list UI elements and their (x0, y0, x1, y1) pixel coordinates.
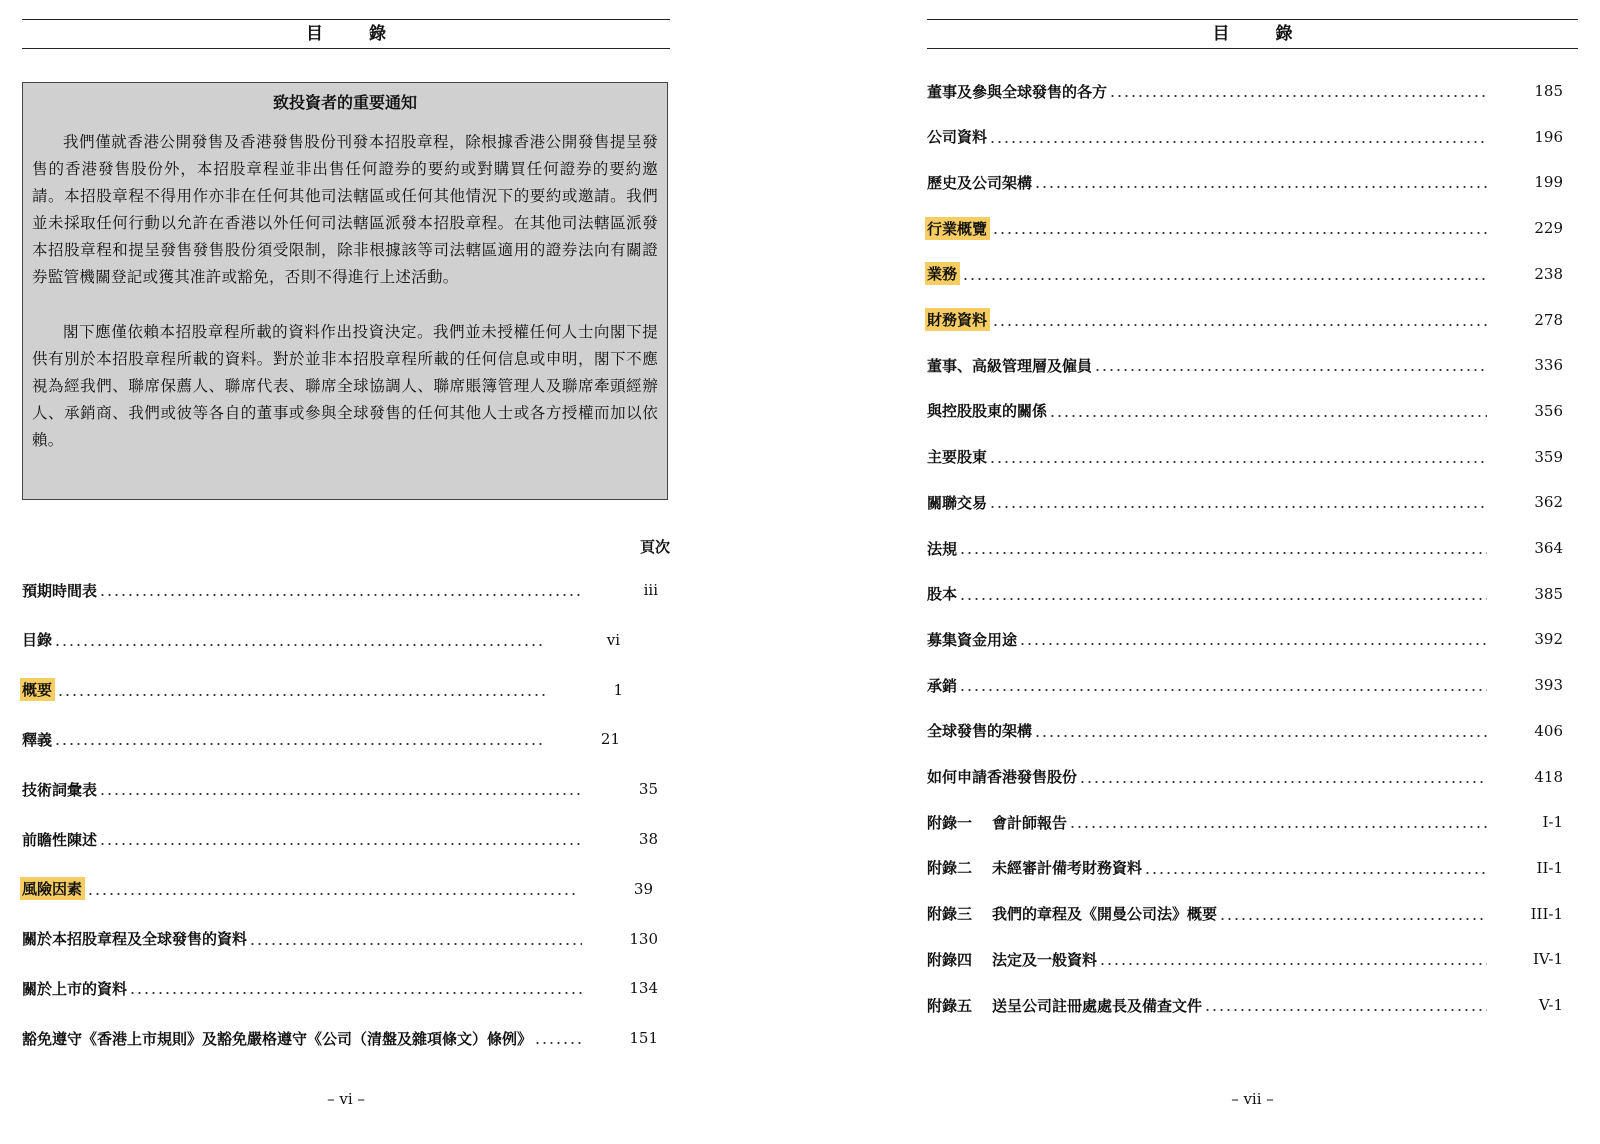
notice-title: 致投資者的重要通知 (272, 93, 417, 112)
investor-notice-box (22, 82, 668, 500)
toc-entry (927, 582, 1563, 606)
leader-dots (99, 843, 582, 845)
toc-entry-page: 278 (1534, 310, 1563, 329)
toc-entry-page: 392 (1534, 630, 1563, 649)
toc-entry (927, 993, 1563, 1017)
toc-entry-label: 目錄 (22, 631, 53, 650)
toc-entry-label: 業務 (925, 262, 960, 285)
toc-entry-label: 如何申請香港發售股份 (927, 768, 1078, 786)
toc-entry-page: 35 (638, 780, 658, 799)
toc-entry-page: vi (606, 630, 621, 649)
toc-entry (927, 399, 1563, 423)
toc-entry-prefix: 附錄二 (927, 859, 973, 878)
toc-entry (927, 810, 1563, 834)
toc-entry-label: 關於上市的資料 (22, 979, 128, 998)
toc-entry-page: 229 (1534, 219, 1563, 238)
leader-dots (962, 278, 1487, 280)
toc-entry-page: 1 (613, 680, 624, 699)
toc-entry-page: 362 (1534, 493, 1563, 512)
leader-dots (989, 141, 1487, 143)
toc-entry (927, 765, 1563, 789)
toc-entry (22, 628, 658, 652)
toc-entry-label: 關於本招股章程及全球發售的資料 (22, 930, 248, 949)
toc-entry-page: 393 (1534, 676, 1563, 695)
toc-entry-page: 406 (1534, 721, 1563, 740)
toc-entry-label: 會計師報告 (992, 813, 1068, 832)
toc-entry-page: 385 (1534, 584, 1563, 603)
toc-entry-label: 法規 (927, 539, 958, 558)
toc-entry (927, 170, 1563, 194)
leader-dots (57, 694, 547, 696)
toc-entry-page: 199 (1534, 173, 1563, 192)
toc-entry-label: 財務資料 (925, 308, 990, 331)
toc-entry-page: III-1 (1530, 904, 1563, 923)
toc-entry-label: 與控股股東的關係 (927, 402, 1048, 421)
toc-entry-label: 歷史及公司架構 (927, 173, 1033, 192)
toc-entry-page: 238 (1534, 264, 1563, 283)
toc-entry-label: 公司資料 (927, 128, 988, 147)
right-page (927, 0, 1578, 1144)
page-number: – vi – (327, 1090, 365, 1108)
toc-entry (927, 353, 1563, 377)
toc-entry-page: 38 (638, 830, 658, 848)
toc-entry-page: 134 (629, 979, 658, 998)
leader-dots (1144, 872, 1487, 874)
toc-entry-label: 法定及一般資料 (992, 950, 1098, 969)
leader-dots (1094, 369, 1487, 371)
toc-entry-page: 185 (1534, 82, 1563, 100)
leader-dots (1219, 918, 1487, 920)
toc-entry-label: 概要 (20, 678, 55, 701)
leader-dots (54, 743, 544, 745)
toc-entry (22, 578, 658, 602)
toc-entry (927, 308, 1563, 332)
leader-dots (99, 594, 582, 596)
leader-dots (1069, 826, 1487, 828)
leader-dots (99, 793, 582, 795)
toc-entry-prefix: 附錄一 (927, 813, 973, 832)
leader-dots (992, 324, 1487, 326)
toc-entry-label: 董事及參與全球發售的各方 (927, 82, 1108, 101)
toc-entry-page: 21 (600, 730, 621, 749)
leader-dots (129, 992, 582, 994)
toc-entry (927, 536, 1563, 560)
leader-dots (989, 461, 1487, 463)
leader-dots (1034, 735, 1487, 737)
leader-dots (992, 232, 1487, 234)
toc-entry (927, 262, 1563, 286)
toc-entry (22, 927, 658, 951)
toc-entry-page: II-1 (1536, 858, 1563, 877)
leader-dots (249, 943, 582, 945)
toc-entry-page: iii (643, 581, 658, 599)
leader-dots (1034, 186, 1487, 188)
toc-entry (22, 877, 658, 901)
toc-entry-label: 承銷 (927, 676, 958, 695)
toc-entry-label: 豁免遵守《香港上市規則》及豁免嚴格遵守《公司（清盤及雜項條文）條例》 (22, 1029, 533, 1048)
page-number: – vii – (1231, 1090, 1274, 1108)
leader-dots (1049, 415, 1487, 417)
toc-entry-page: I-1 (1542, 813, 1563, 832)
toc-entry-page: 356 (1534, 401, 1563, 420)
notice-paragraph: 閣下應僅依賴本招股章程所載的資料作出投資決定。我們並未授權任何人士向閣下提供有別於本招股章程所載的資料。對於並非本招股章程所載的任何信息或申明，閣下不應視為經我們、聯席保薦人、聯席代表、聯席全球協調人、聯席賬簿管理人及聯席牽頭經辦人、承銷商、我們或彼等各自的董事或參與全球發售的任何其他人士或各方授權而加以依賴。 (32, 323, 658, 449)
leader-dots (1019, 643, 1487, 645)
toc-entry (927, 627, 1563, 651)
toc-entry (927, 719, 1563, 743)
toc-entry-label: 技術詞彙表 (22, 780, 98, 799)
toc-entry-page: 359 (1534, 447, 1563, 466)
notice-paragraph: 我們僅就香港公開發售及香港發售股份刊發本招股章程，除根據香港公開發售提呈發售的香港發售股份外，本招股章程並非出售任何證券的要約或對購買任何證券的要約邀請。本招股章程不得用作亦非在任何其他司法轄區或任何其他情況下的要約或邀請。我們並未採取任何行動以允許在香港以外任何司法轄區派發本招股章程。在其他司法轄區派發本招股章程和提呈發售發售股份須受限制，除非根據該等司法轄區適用的證券法向有關證券監管機關登記或獲其准許或豁免，否則不得進行上述活動。 (32, 133, 658, 286)
toc-entry-page: 418 (1534, 767, 1563, 786)
toc-entry-page: IV-1 (1533, 950, 1563, 969)
toc-entry (927, 125, 1563, 149)
toc-entry-label: 我們的章程及《開曼公司法》概要 (992, 905, 1218, 924)
leader-dots (1099, 963, 1487, 965)
toc-entry (927, 490, 1563, 514)
toc-entry (22, 1026, 658, 1050)
toc-entry-prefix: 附錄三 (927, 905, 973, 924)
toc-entry-label: 未經審計備考財務資料 (992, 859, 1143, 878)
leader-dots (1079, 781, 1487, 783)
toc-entry (927, 216, 1563, 240)
page-column-label: 頁次 (639, 538, 670, 556)
toc-entry-label: 募集資金用途 (927, 630, 1018, 649)
toc-entry (927, 445, 1563, 469)
toc-entry (22, 727, 658, 751)
toc-entry-label: 預期時間表 (22, 581, 98, 600)
toc-entry (927, 947, 1563, 971)
leader-dots (1109, 95, 1487, 97)
toc-entry (927, 673, 1563, 697)
leader-dots (989, 506, 1487, 508)
leader-dots (87, 893, 577, 895)
toc-entry-label: 股本 (927, 585, 958, 604)
toc-entry (927, 902, 1563, 926)
toc-entry-label: 風險因素 (20, 877, 85, 900)
toc-entry (22, 777, 658, 801)
toc-entry-page: 336 (1534, 356, 1563, 375)
toc-entry-label: 前瞻性陳述 (22, 830, 98, 849)
toc-entry-label: 送呈公司註冊處處長及備查文件 (992, 996, 1203, 1015)
toc-entry (927, 79, 1563, 103)
page-header: 目 錄 (22, 19, 670, 49)
toc-entry-label: 行業概覽 (925, 217, 990, 240)
toc-entry-prefix: 附錄五 (927, 996, 973, 1015)
toc-entry-prefix: 附錄四 (927, 950, 973, 969)
leader-dots (959, 598, 1487, 600)
toc-entry-label: 關聯交易 (927, 493, 988, 512)
toc-entry (22, 976, 658, 1000)
toc-entry-label: 全球發售的架構 (927, 722, 1033, 741)
toc-entry-page: 364 (1534, 539, 1563, 557)
toc-entry-label: 主要股東 (927, 448, 988, 467)
toc-entry-page: 39 (633, 879, 654, 898)
toc-entry-label: 董事、高級管理層及僱員 (927, 356, 1093, 375)
leader-dots (54, 644, 544, 646)
toc-entry-page: 130 (629, 929, 658, 948)
leader-dots (959, 552, 1487, 554)
toc-entry-page: 196 (1534, 127, 1563, 146)
toc-entry (22, 827, 658, 851)
toc-entry-page: V-1 (1538, 996, 1563, 1014)
page-header: 目 錄 (927, 19, 1578, 49)
left-page (22, 0, 670, 1144)
toc-entry (927, 856, 1563, 880)
leader-dots (534, 1042, 582, 1044)
toc-entry-label: 釋義 (22, 730, 53, 749)
toc-entry (22, 678, 658, 702)
leader-dots (959, 689, 1487, 691)
toc-entry-page: 151 (629, 1029, 658, 1048)
leader-dots (1204, 1009, 1487, 1011)
